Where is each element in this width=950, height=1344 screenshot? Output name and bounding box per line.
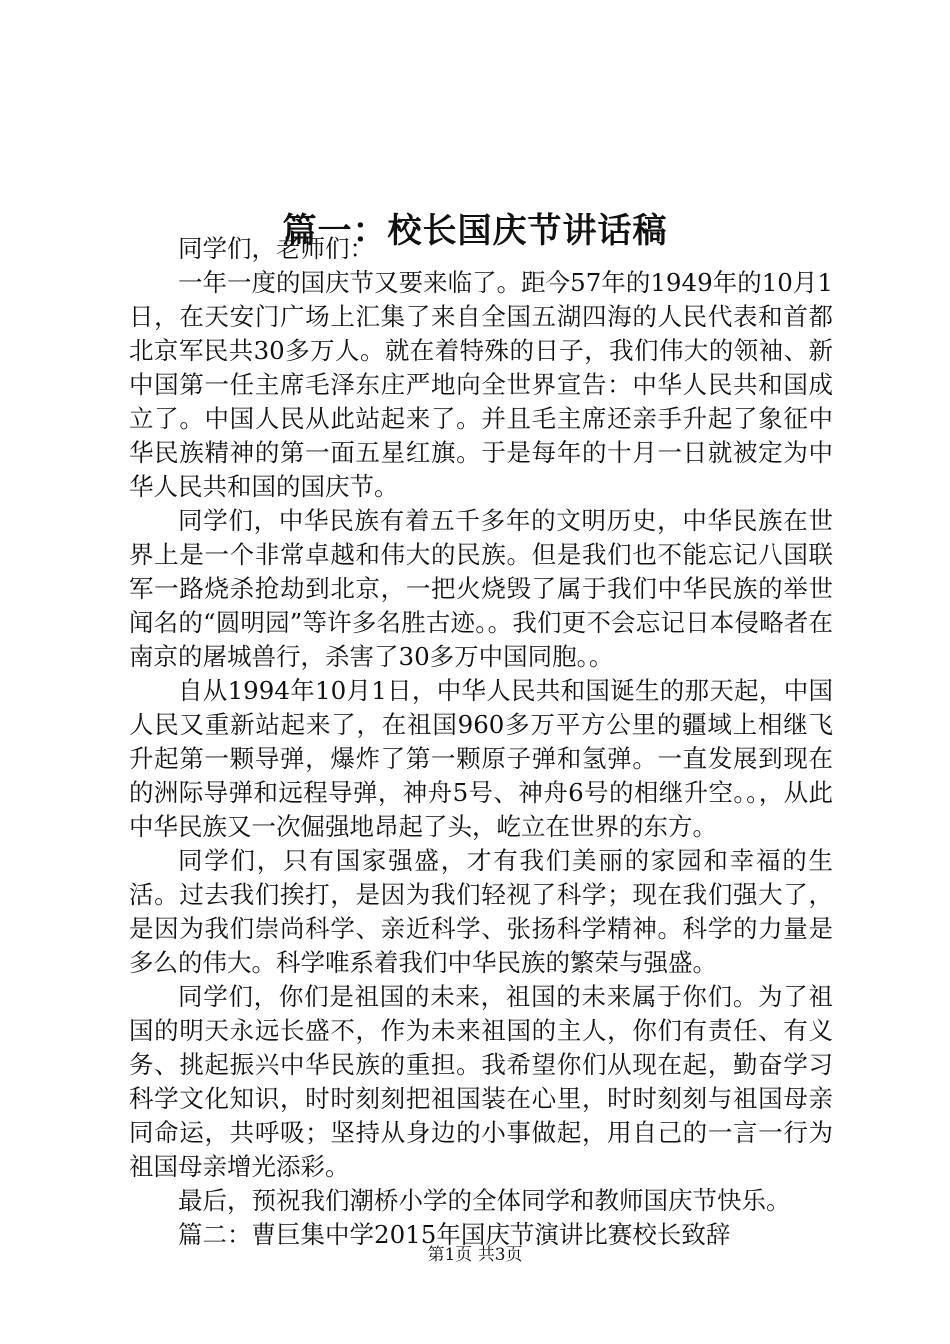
paragraph-national-day-history: 一年一度的国庆节又要来临了。距今57年的1949年的10月1日，在天安门广场上汇集了来自全国五湖四海的人民代表和首都北京军民共30多万人。就在着特殊的日子，我们伟大的领袖、新中国第一任主席毛泽东庄严地向全世界宣告：中华人民共和国成立了。中国人民从此站起来了。并且毛主席还亲手升起了象征中华民族精神的第一面五星红旗。于是每年的十月一日就被定为中华人民共和国的国庆节。 <box>129 268 833 501</box>
document-body <box>129 232 833 1252</box>
paragraph-closing: 最后，预祝我们潮桥小学的全体同学和教师国庆节快乐。 <box>178 1186 791 1215</box>
paragraph-science: 同学们，只有国家强盛，才有我们美丽的家园和幸福的生活。过去我们挨打，是因为我们轻视了科学；现在我们强大了，是因为我们崇尚科学、亲近科学、张扬科学精神。科学的力量是多么的伟大。科学唯系着我们中华民族的繁荣与强盛。 <box>129 846 833 977</box>
paragraph-development: 自从1994年10月1日，中华人民共和国诞生的那天起，中国人民又重新站起来了，在祖国960多万平方公里的疆域上相继飞升起第一颗导弹，爆炸了第一颗原子弹和氢弹。一直发展到现在的洲际导弹和远程导弹，神舟5号、神舟6号的相继升空。。，从此中华民族又一次倔强地昂起了头，屹立在世界的东方。 <box>129 676 833 841</box>
document-title: 篇一：校长国庆节讲话稿 <box>282 210 668 251</box>
paragraph-civilization: 同学们，中华民族有着五千多年的文明历史，中华民族在世界上是一个非常卓越和伟大的民族。但是我们也不能忘记八国联军一路烧杀抢劫到北京，一把火烧毁了属于我们中华民族的举世闻名的“圆明园”等许多名胜古迹。。我们更不会忘记日本侵略者在南京的屠城兽行，杀害了30多万中国同胞。。 <box>129 506 833 671</box>
page-number-footer: 第1页 共3页 <box>427 1245 523 1265</box>
salutation-paragraph: 同学们，老师们： <box>178 234 374 263</box>
paragraph-next-section-title: 篇二：曹巨集中学2015年国庆节演讲比赛校长致辞 <box>178 1220 731 1249</box>
paragraph-future: 同学们，你们是祖国的未来，祖国的未来属于你们。为了祖国的明天永远长盛不，作为未来祖国的主人，你们有责任、有义务、挑起振兴中华民族的重担。我希望你们从现在起，勤奋学习科学文化知识，时时刻刻把祖国装在心里，时时刻刻与祖国母亲同命运，共呼吸；坚持从身边的小事做起，用自己的一言一行为祖国母亲增光添彩。 <box>129 982 833 1181</box>
